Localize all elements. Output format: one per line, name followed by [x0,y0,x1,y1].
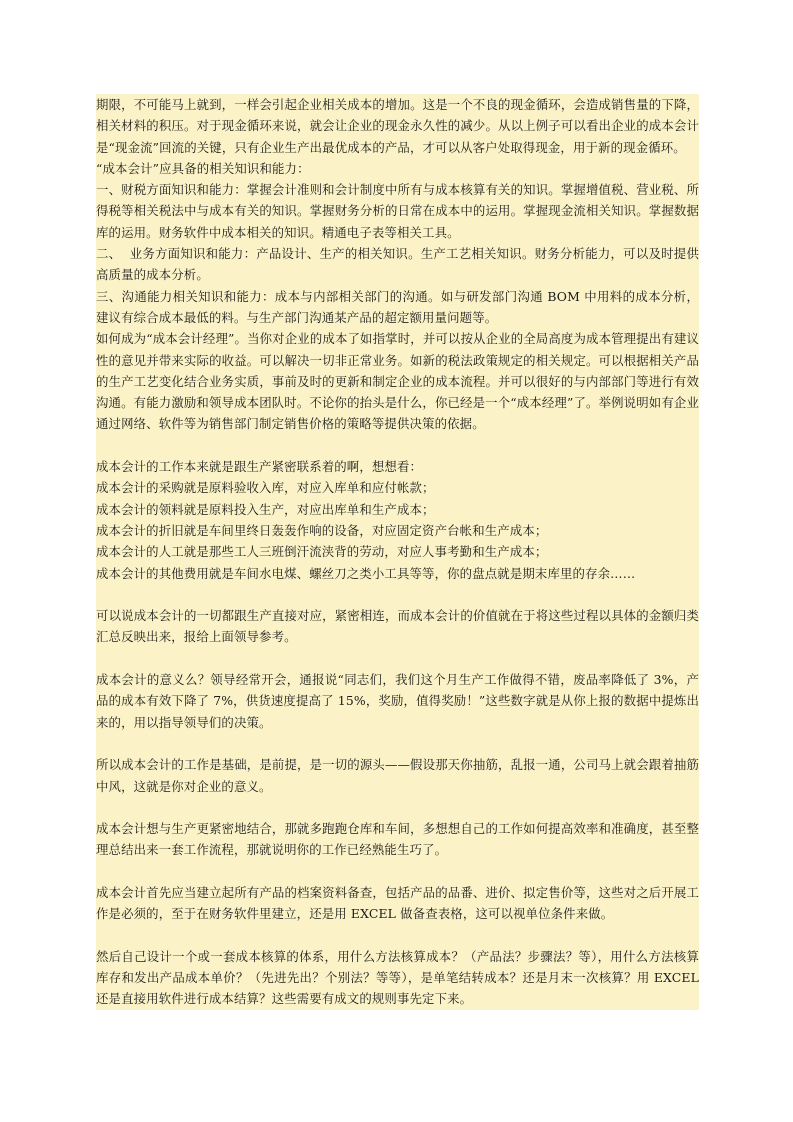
paragraph: 如何成为“成本会计经理”。当你对企业的成本了如指掌时，并可以按从企业的全局高度为成本管理提出有建议性的意见并带来实际的收益。可以解决一切非正常业务。如新的税法政策规定的相关规定。可以根据相关产品的生产工艺变化结合业务实质，事前及时的更新和制定企业的成本流程。并可以很好的与内部部门等进行有效沟通。有能力激励和领导成本团队时。不论你的抬头是什么，你已经是一个“成本经理”了。举例说明如有企业通过网络、软件等为销售部门制定销售价格的策略等提供决策的依据。 [96,328,699,434]
blank-line [96,584,699,605]
paragraph: 成本会计首先应当建立起所有产品的档案资料备查，包括产品的品番、进价、拟定售价等，这些对之后开展工作是必须的，至于在财务软件里建立，还是用 EXCEL 做备查表格，这可以视单位条件来做。 [96,882,699,925]
paragraph: 一、财税方面知识和能力：掌握会计准则和会计制度中所有与成本核算有关的知识。掌握增值税、营业税、所得税等相关税法中与成本有关的知识。掌握财务分析的日常在成本中的运用。掌握现金流相关知识。掌握数据库的运用。财务软件中成本相关的知识。精通电子表等相关工具。 [96,179,699,243]
paragraph: 三、沟通能力相关知识和能力：成本与内部相关部门的沟通。如与研发部门沟通 BOM 中用料的成本分析，建议有综合成本最低的料。与生产部门沟通某产品的超定额用量问题等。 [96,286,699,329]
paragraph: 成本会计的工作本来就是跟生产紧密联系着的啊，想想看： [96,456,699,477]
blank-line [96,648,699,669]
list-item: 成本会计的领料就是原料投入生产，对应出库单和生产成本； [96,499,699,520]
paragraph: 期限，不可能马上就到，一样会引起企业相关成本的增加。这是一个不良的现金循环，会造成销售量的下降，相关材料的积压。对于现金循环来说，就会让企业的现金永久性的减少。从以上例子可以看出企业的成本会计是“现金流”回流的关键，只有企业生产出最优成本的产品，才可以从客户处取得现金，用于新的现金循环。 [96,94,699,158]
paragraph: 二、 业务方面知识和能力：产品设计、生产的相关知识。生产工艺相关知识。财务分析能力，可以及时提供高质量的成本分析。 [96,243,699,286]
blank-line [96,861,699,882]
blank-line [96,435,699,456]
list-item: 成本会计的人工就是那些工人三班倒汗流浃背的劳动，对应人事考勤和生产成本； [96,541,699,562]
list-item: 成本会计的其他费用就是车间水电煤、螺丝刀之类小工具等等，你的盘点就是期末库里的存余…… [96,563,699,584]
blank-line [96,797,699,818]
paragraph: 成本会计的意义么？领导经常开会，通报说“同志们，我们这个月生产工作做得不错，废品率降低了 3%，产品的成本有效下降了 7%，供货速度提高了 15%，奖励，值得奖励！”这些数字就是从你上报的数据中提炼出来的，用以指导领导们的决策。 [96,669,699,733]
blank-line [96,733,699,754]
section-heading: “成本会计”应具备的相关知识和能力： [96,158,699,179]
paragraph: 成本会计想与生产更紧密地结合，那就多跑跑仓库和车间，多想想自己的工作如何提高效率和准确度，甚至整理总结出来一套工作流程，那就说明你的工作已经熟能生巧了。 [96,818,699,861]
paragraph: 所以成本会计的工作是基础，是前提，是一切的源头——假设那天你抽筋，乱报一通，公司马上就会跟着抽筋中风，这就是你对企业的意义。 [96,754,699,797]
blank-line [96,925,699,946]
paragraph: 然后自己设计一个或一套成本核算的体系，用什么方法核算成本？（产品法？步骤法？等），用什么方法核算库存和发出产品成本单价？（先进先出？个别法？等等），是单笔结转成本？还是月末一次核算？用 EXCEL 还是直接用软件进行成本结算？这些需要有成文的规则事先定下来。 [96,946,699,1010]
paragraph: 可以说成本会计的一切都跟生产直接对应，紧密相连，而成本会计的价值就在于将这些过程以具体的金额归类汇总反映出来，报给上面领导参考。 [96,605,699,648]
document-body [96,94,704,1010]
list-item: 成本会计的折旧就是车间里终日轰轰作响的设备，对应固定资产台帐和生产成本； [96,520,699,541]
list-item: 成本会计的采购就是原料验收入库，对应入库单和应付帐款； [96,477,699,498]
